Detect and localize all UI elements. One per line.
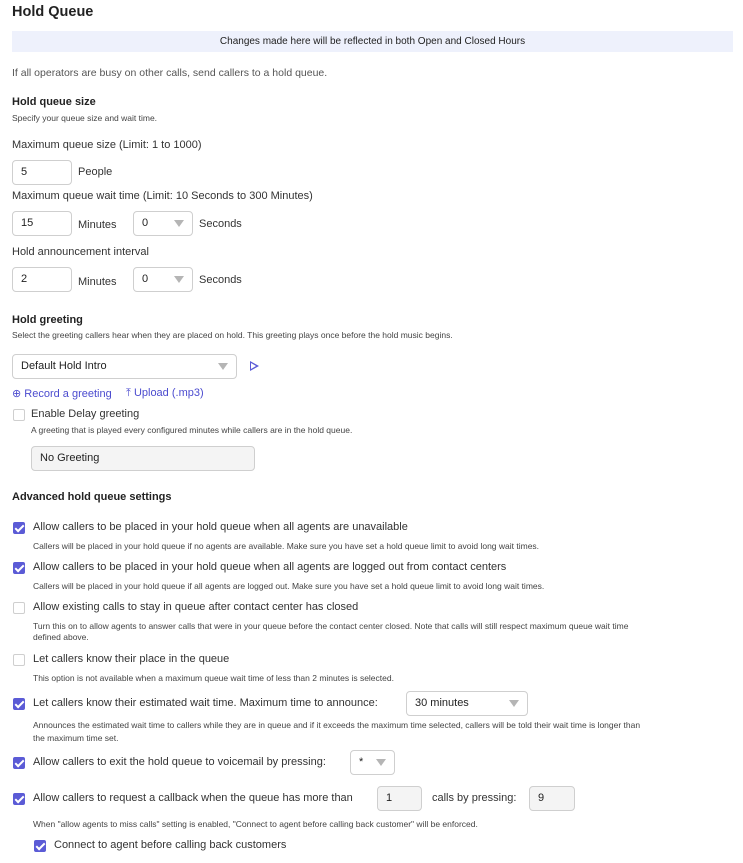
queue-size-heading: Hold queue size (12, 96, 96, 108)
opt7-mid-label: calls by pressing: (432, 792, 517, 804)
opt1-label: Allow callers to be placed in your hold queue when all agents are unavailable (33, 521, 408, 533)
announce-seconds-value: 0 (142, 273, 149, 285)
intro-text: If all operators are busy on other calls, send callers to a hold queue. (12, 67, 328, 79)
chevron-down-icon (174, 220, 184, 227)
max-size-label: Maximum queue size (Limit: 1 to 1000) (12, 139, 202, 151)
delay-greeting-select[interactable]: No Greeting (31, 446, 255, 471)
opt2-label: Allow callers to be placed in your hold queue when all agents are logged out from contact centers (33, 561, 507, 573)
chevron-down-icon (376, 759, 386, 766)
chevron-down-icon (509, 700, 519, 707)
wait-minutes-unit: Minutes (78, 219, 117, 231)
record-icon: ⊕ (12, 388, 22, 400)
greeting-select[interactable] (12, 354, 237, 379)
opt3-label: Allow existing calls to stay in queue after contact center has closed (33, 601, 359, 613)
info-banner: Changes made here will be reflected in both Open and Closed Hours (12, 31, 733, 52)
page-title: Hold Queue (12, 4, 94, 20)
opt8-label: Connect to agent before calling back customers (54, 839, 287, 851)
record-greeting-link[interactable]: ⊕ Record a greeting (12, 388, 112, 400)
people-unit: People (78, 166, 113, 178)
opt8-checkbox[interactable] (34, 840, 46, 852)
announce-seconds-select[interactable] (133, 267, 193, 292)
chevron-down-icon (174, 276, 184, 283)
wait-minutes-input[interactable]: 15 (12, 211, 72, 236)
upload-link[interactable]: ⤒ Upload (.mp3) (126, 387, 204, 399)
opt3-sub-2: defined above. (33, 632, 89, 642)
wait-seconds-unit: Seconds (199, 218, 242, 230)
opt4-sub: This option is not available when a maximum queue wait time of less than 2 minutes is selected. (33, 673, 394, 683)
opt5-label: Let callers know their estimated wait time. Maximum time to announce: (33, 697, 378, 709)
opt6-checkbox[interactable] (13, 757, 25, 769)
greeting-sub: Select the greeting callers hear when they are placed on hold. This greeting plays once before the hold music begins. (12, 330, 453, 340)
upload-icon: ⤒ (126, 387, 131, 399)
greeting-heading: Hold greeting (12, 314, 83, 326)
voicemail-key-value: * (359, 756, 364, 768)
opt1-checkbox[interactable] (13, 522, 25, 534)
announce-label: Hold announcement interval (12, 246, 149, 258)
delay-greeting-label: Enable Delay greeting (31, 408, 140, 420)
opt5-checkbox[interactable] (13, 698, 25, 710)
opt7-sub: When "allow agents to miss calls" setting is enabled, "Connect to agent before calling back customer" will be enforced. (33, 819, 478, 829)
max-size-input[interactable]: 5 (12, 160, 72, 185)
opt2-checkbox[interactable] (13, 562, 25, 574)
advanced-heading: Advanced hold queue settings (12, 491, 172, 503)
wait-seconds-value: 0 (142, 217, 149, 229)
wait-seconds-select[interactable] (133, 211, 193, 236)
announce-seconds-unit: Seconds (199, 274, 242, 286)
delay-greeting-checkbox[interactable] (13, 409, 25, 421)
queue-size-sub: Specify your queue size and wait time. (12, 113, 158, 123)
announce-minutes-input[interactable]: 2 (12, 267, 72, 292)
announce-time-value: 30 minutes (415, 697, 469, 709)
opt6-label: Allow callers to exit the hold queue to voicemail by pressing: (33, 756, 326, 768)
opt7-label: Allow callers to request a callback when the queue has more than (33, 792, 353, 804)
opt5-sub: Announces the estimated wait time to callers while they are in queue and if it exceeds the maximum time selected, callers will be told their wait time is longer than (33, 720, 641, 730)
callback-count-input[interactable]: 1 (377, 786, 422, 811)
announce-minutes-unit: Minutes (78, 276, 117, 288)
voicemail-key-select[interactable] (350, 750, 395, 775)
opt1-sub: Callers will be placed in your hold queue if no agents are available. Make sure you have set a hold queue limit to avoid long wait times. (33, 541, 540, 551)
callback-key-input[interactable]: 9 (529, 786, 575, 811)
play-icon[interactable] (250, 361, 259, 371)
opt7-checkbox[interactable] (13, 793, 25, 805)
wait-label: Maximum queue wait time (Limit: 10 Seconds to 300 Minutes) (12, 190, 313, 202)
greeting-value: Default Hold Intro (21, 360, 107, 372)
chevron-down-icon (218, 363, 228, 370)
delay-greeting-sub: A greeting that is played every configured minutes while callers are in the hold queue. (31, 425, 353, 435)
opt3-checkbox[interactable] (13, 602, 25, 614)
announce-time-select[interactable] (406, 691, 528, 716)
opt4-label: Let callers know their place in the queue (33, 653, 230, 665)
opt2-sub: Callers will be placed in your hold queue if all agents are logged out. Make sure you have set a hold queue limit to avoid long wait times. (33, 581, 545, 591)
opt3-sub: Turn this on to allow agents to answer calls that were in your queue before the contact center closed. Note that calls will still respect maximum queue wait time (33, 621, 629, 631)
opt5-sub-2: the maximum time set. (33, 733, 119, 743)
opt4-checkbox[interactable] (13, 654, 25, 666)
